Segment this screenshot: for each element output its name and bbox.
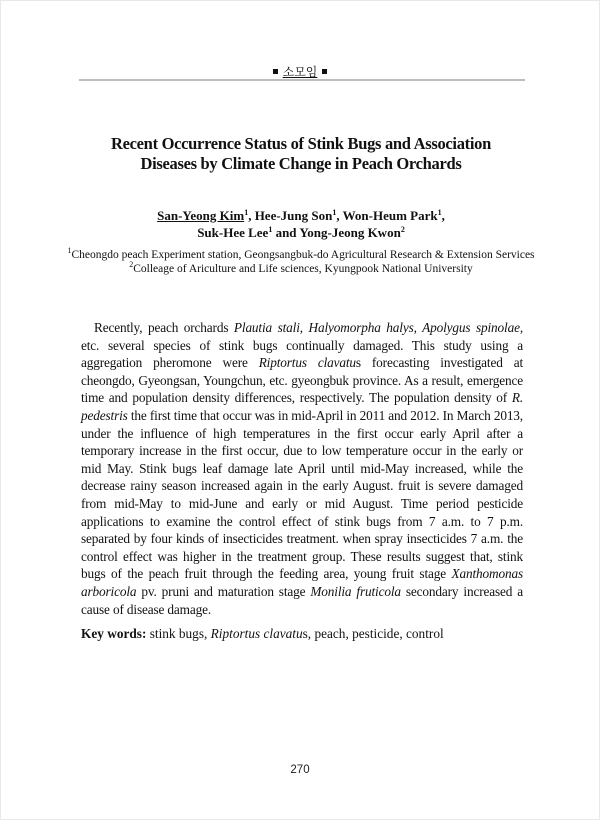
abstract-text-run: secondary increased a cause of disease damage. — [81, 583, 523, 617]
square-bullet-icon — [322, 69, 327, 74]
abstract-text-run: the first time that occur was in mid-April in 2011 and 2012. In March 2013, under the influence of high temperatures in the first occur early April after a temporary increase in the first occur, due to low temperature occur in the early or mid May. Stink bugs leaf damage late April until mid-May increased, while the decrease rainy season increased again in the early August. fruit is severe damaged from mid-May to mid-June and early or mid August. Time period pesticide applications to examine the control effect of stink bugs from 7 a.m. to 7 p.m. separated by four kinds of insecticides treatment. when spray insecticides 7 a.m. the control effect was higher in the treatment group. These results suggest that, stink bugs of the peach fruit through the feeding area, young fruit stage — [81, 407, 523, 582]
keywords — [81, 625, 523, 642]
author-name: Hee-Jung Son — [254, 208, 333, 223]
abstract-italic-term: Plautia stali — [233, 320, 300, 335]
keywords-text-run: stink bugs, — [146, 626, 211, 641]
abstract-paragraph — [81, 319, 523, 618]
author-name: Suk-Hee Lee — [197, 225, 269, 240]
running-head — [1, 65, 599, 79]
author-name: Yong-Jeong Kwon — [299, 225, 401, 240]
author-affil-mark: 2 — [400, 225, 405, 234]
affiliation-list — [61, 246, 541, 276]
abstract-text-run: pv. pruni and maturation stage — [136, 583, 311, 599]
affiliation-text: Colleage of Ariculture and Life sciences, Kyungpook National University — [133, 262, 473, 275]
section-label: 소모임 — [282, 65, 318, 79]
abstract-italic-term: R. pedestris — [81, 390, 523, 423]
author-name: Won-Heum Park — [342, 208, 438, 223]
author-name: San-Yeong Kim — [157, 208, 245, 223]
author-list — [61, 207, 541, 241]
author-separator: , — [441, 208, 445, 223]
author-line-1 — [61, 207, 541, 224]
author-affil-mark: 1 — [437, 208, 442, 217]
keywords-label: Key words: — [81, 626, 147, 641]
author-separator: , — [336, 208, 343, 223]
abstract-italic-term: Xanthomonas arboricola — [81, 566, 523, 599]
affiliation-text: Cheongdo peach Experiment station, Geongsangbuk-do Agricultural Research & Extension Services — [71, 249, 535, 261]
abstract-text-run: s forecasting investigated at cheongdo, Gyeongsan, Youngchun, etc. gyeongbuk province. As a result, emergence time and population density differences, respectively. The population density of — [81, 355, 523, 406]
author-affil-mark: 1 — [332, 208, 337, 217]
header-rule — [79, 79, 525, 81]
keywords-text-run: s, peach, pesticide, control — [302, 626, 444, 641]
page-number: 270 — [290, 764, 310, 776]
abstract-italic-term: Monilia fruticola — [310, 583, 401, 599]
keywords-text — [146, 626, 443, 641]
affiliation-2 — [61, 259, 541, 277]
abstract-italic-term: Riptortus clavatu — [258, 355, 356, 371]
abstract-italic-term: Halyomorpha halys, Apolygus spinolae, — [308, 320, 523, 335]
title-line-1: Recent Occurrence Status of Stink Bugs and Association — [111, 134, 491, 153]
paper-title — [61, 134, 541, 174]
author-separator: , — [248, 208, 255, 223]
keywords-italic-term: Riptortus clavatu — [210, 626, 303, 641]
affiliation-mark: 1 — [67, 246, 72, 255]
author-affil-mark: 1 — [268, 225, 273, 234]
abstract-text-run: Recently, peach orchards — [94, 320, 234, 335]
abstract-text — [81, 320, 523, 617]
author-affil-mark: 1 — [244, 208, 249, 217]
author-line-2 — [61, 224, 541, 241]
affiliation-mark: 2 — [129, 259, 134, 269]
author-separator: and — [272, 225, 300, 240]
title-line-2: Diseases by Climate Change in Peach Orchards — [140, 154, 462, 173]
abstract-text-run: etc. several species of stink bugs continually damaged. This study using a aggregation pheromone were — [81, 337, 523, 371]
square-bullet-icon — [273, 69, 278, 74]
abstract-text-run: , — [299, 320, 309, 335]
